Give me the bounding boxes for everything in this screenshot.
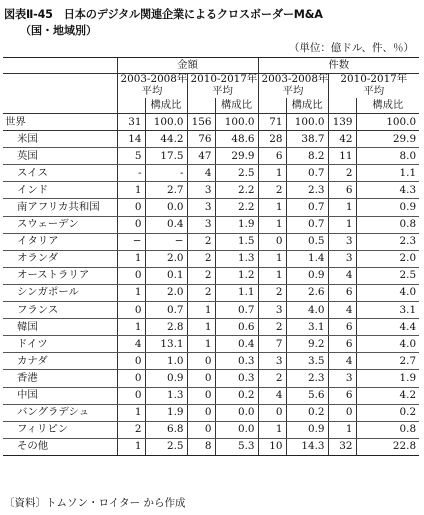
cell-c1: 1 (258, 199, 286, 216)
cell-c4: 0.8 (356, 421, 419, 438)
cell-a2: 2.8 (145, 319, 187, 336)
cell-c2: 3.1 (286, 319, 328, 336)
cell-c2: 0.7 (286, 199, 328, 216)
corner-cell-3 (3, 98, 117, 114)
cell-a3: 3 (187, 199, 215, 216)
cell-c4: 4.3 (356, 182, 419, 199)
cell-a3: 2 (187, 284, 215, 301)
avg-label: 平均 (282, 84, 304, 97)
table-row (3, 336, 419, 353)
cell-a1: 1 (117, 319, 145, 336)
cell-a2: 2.0 (145, 284, 187, 301)
table-row (3, 250, 419, 267)
cell-a1: 4 (117, 336, 145, 353)
cell-c1: 2 (258, 319, 286, 336)
cell-a4: 0.4 (215, 336, 258, 353)
ma-table (3, 57, 419, 456)
cell-a2: 0.4 (145, 216, 187, 233)
cell-c1: 0 (258, 233, 286, 250)
cell-a4: 0.0 (215, 421, 258, 438)
cell-a3: 1 (187, 302, 215, 319)
table-row (3, 319, 419, 336)
cell-a1: 1 (117, 404, 145, 421)
table-body (3, 114, 419, 456)
cell-a3: 2 (187, 233, 215, 250)
cell-a2: − (145, 233, 187, 250)
cell-c2: 3.5 (286, 353, 328, 370)
table-row (3, 114, 419, 131)
cell-a2: 0.7 (145, 302, 187, 319)
cell-a4: 1.9 (215, 216, 258, 233)
row-label: 香港 (3, 370, 117, 387)
cell-c2: 0.9 (286, 267, 328, 284)
cell-c2: 2.3 (286, 370, 328, 387)
row-label: フィリピン (3, 421, 117, 438)
cell-a3: 0 (187, 387, 215, 404)
cell-c3: 11 (328, 148, 356, 165)
cell-c2: 0.7 (286, 216, 328, 233)
table-row (3, 182, 419, 199)
cell-c1: 1 (258, 216, 286, 233)
cell-c1: 2 (258, 284, 286, 301)
cell-a3: 1 (187, 336, 215, 353)
cell-a2: 13.1 (145, 336, 187, 353)
cell-a1: 31 (117, 114, 145, 131)
table-row (3, 216, 419, 233)
avg-label: 平均 (141, 84, 163, 97)
row-label: ドイツ (3, 336, 117, 353)
cell-a2: 1.9 (145, 404, 187, 421)
cell-c1: 1 (258, 165, 286, 182)
cell-a2: 1.0 (145, 353, 187, 370)
cell-c3: 4 (328, 353, 356, 370)
cell-c4: 4.0 (356, 336, 419, 353)
table-row (3, 438, 419, 455)
row-label: シンガポール (3, 284, 117, 301)
unit-note: （単位：億ドル、件、％） (288, 42, 414, 54)
header-empty (258, 98, 286, 114)
cell-a3: 0 (187, 370, 215, 387)
cell-c3: 6 (328, 387, 356, 404)
cell-a2: 2.5 (145, 438, 187, 455)
cell-c2: 38.7 (286, 131, 328, 148)
cell-a2: 2.7 (145, 182, 187, 199)
header-share: 構成比 (215, 98, 258, 114)
cell-a2: 100.0 (145, 114, 187, 131)
cell-c1: 2 (258, 370, 286, 387)
period-label: 2010-2017年 (190, 73, 258, 85)
cell-a1: 5 (117, 148, 145, 165)
cell-c1: 28 (258, 131, 286, 148)
corner-cell (3, 58, 117, 74)
cell-c2: 0.7 (286, 165, 328, 182)
cell-c4: 2.3 (356, 233, 419, 250)
row-label: フランス (3, 302, 117, 319)
cell-a3: 8 (187, 438, 215, 455)
cell-c3: 6 (328, 182, 356, 199)
row-label: 英国 (3, 148, 117, 165)
table-row (3, 421, 419, 438)
cell-c4: 29.9 (356, 131, 419, 148)
cell-c2: 4.0 (286, 302, 328, 319)
header-empty (187, 98, 215, 114)
cell-a4: 48.6 (215, 131, 258, 148)
row-label: カナダ (3, 353, 117, 370)
cell-a1: 0 (117, 302, 145, 319)
cell-c1: 1 (258, 267, 286, 284)
cell-c1: 3 (258, 302, 286, 319)
header-amount-period2 (187, 74, 258, 99)
corner-cell-2 (3, 74, 117, 99)
cell-a1: 1 (117, 438, 145, 455)
cell-a4: 1.3 (215, 250, 258, 267)
cell-c3: 1 (328, 199, 356, 216)
cell-a1: 0 (117, 353, 145, 370)
row-label: 中国 (3, 387, 117, 404)
header-amount: 金額 (117, 58, 258, 74)
table-row (3, 165, 419, 182)
cell-a3: 2 (187, 250, 215, 267)
table-row (3, 404, 419, 421)
cell-c1: 3 (258, 353, 286, 370)
cell-c2: 14.3 (286, 438, 328, 455)
source-note: 〔資料〕トムソン・ロイター から作成 (4, 497, 186, 509)
cell-c4: 8.0 (356, 148, 419, 165)
avg-label: 平均 (212, 84, 233, 97)
cell-a2: 6.8 (145, 421, 187, 438)
cell-c3: 0 (328, 404, 356, 421)
cell-a3: 0 (187, 404, 215, 421)
cell-a1: − (117, 233, 145, 250)
cell-c3: 4 (328, 267, 356, 284)
cell-c1: 4 (258, 387, 286, 404)
table-row (3, 233, 419, 250)
figure-subtitle: （国・地域別） (20, 24, 97, 37)
header-share: 構成比 (356, 98, 419, 114)
cell-a2: 0.1 (145, 267, 187, 284)
header-empty (117, 98, 145, 114)
header-count-period1 (258, 74, 328, 99)
row-label: オランダ (3, 250, 117, 267)
row-label: 南アフリカ共和国 (3, 199, 117, 216)
cell-a1: 14 (117, 131, 145, 148)
row-label: 米国 (3, 131, 117, 148)
table-row (3, 148, 419, 165)
cell-c3: 2 (328, 165, 356, 182)
cell-c4: 100.0 (356, 114, 419, 131)
cell-a1: 1 (117, 250, 145, 267)
cell-c1: 1 (258, 421, 286, 438)
cell-c4: 1.9 (356, 370, 419, 387)
cell-c2: 8.2 (286, 148, 328, 165)
cell-a2: 0.9 (145, 370, 187, 387)
cell-a4: 0.6 (215, 319, 258, 336)
cell-a4: 0.2 (215, 387, 258, 404)
cell-a4: 5.3 (215, 438, 258, 455)
cell-a4: 1.2 (215, 267, 258, 284)
cell-c3: 1 (328, 216, 356, 233)
table-row (3, 370, 419, 387)
cell-a3: 3 (187, 216, 215, 233)
cell-c4: 2.5 (356, 267, 419, 284)
cell-c3: 1 (328, 421, 356, 438)
cell-a1: 0 (117, 199, 145, 216)
cell-a2: 2.0 (145, 250, 187, 267)
cell-a4: 2.2 (215, 199, 258, 216)
header-amount-period1 (117, 74, 187, 99)
cell-c1: 0 (258, 404, 286, 421)
header-count-period2 (328, 74, 419, 99)
cell-a4: 2.5 (215, 165, 258, 182)
header-share: 構成比 (145, 98, 187, 114)
cell-c4: 3.1 (356, 302, 419, 319)
cell-c1: 7 (258, 336, 286, 353)
cell-c3: 32 (328, 438, 356, 455)
cell-c2: 9.2 (286, 336, 328, 353)
cell-c3: 139 (328, 114, 356, 131)
cell-c2: 100.0 (286, 114, 328, 131)
row-label: イタリア (3, 233, 117, 250)
cell-c1: 1 (258, 250, 286, 267)
cell-c3: 4 (328, 302, 356, 319)
cell-c2: 2.6 (286, 284, 328, 301)
cell-a4: 1.5 (215, 233, 258, 250)
row-label: スイス (3, 165, 117, 182)
row-label: 韓国 (3, 319, 117, 336)
cell-a4: 0.3 (215, 353, 258, 370)
row-label: インド (3, 182, 117, 199)
cell-a2: 0.0 (145, 199, 187, 216)
cell-c2: 5.6 (286, 387, 328, 404)
header-empty (328, 98, 356, 114)
cell-c2: 1.4 (286, 250, 328, 267)
cell-a1: 1 (117, 182, 145, 199)
table-row (3, 199, 419, 216)
cell-c1: 10 (258, 438, 286, 455)
cell-a3: 2 (187, 267, 215, 284)
cell-c4: 4.2 (356, 387, 419, 404)
cell-c2: 2.3 (286, 182, 328, 199)
row-label: オーストラリア (3, 267, 117, 284)
period-label: 2010-2017年 (340, 73, 408, 85)
cell-a3: 47 (187, 148, 215, 165)
cell-a1: 0 (117, 267, 145, 284)
cell-a2: - (145, 165, 187, 182)
cell-a3: 4 (187, 165, 215, 182)
cell-a4: 29.9 (215, 148, 258, 165)
cell-a1: 0 (117, 370, 145, 387)
row-label: バングラデシュ (3, 404, 117, 421)
row-label: その他 (3, 438, 117, 455)
cell-c4: 0.8 (356, 216, 419, 233)
figure-title: 図表Ⅱ-45 日本のデジタル関連企業によるクロスボーダーM&A (4, 8, 323, 21)
cell-c2: 0.5 (286, 233, 328, 250)
cell-a1: - (117, 165, 145, 182)
cell-a3: 3 (187, 182, 215, 199)
cell-c3: 3 (328, 250, 356, 267)
header-share: 構成比 (286, 98, 328, 114)
cell-c4: 0.9 (356, 199, 419, 216)
table-row (3, 387, 419, 404)
row-label: 世界 (3, 114, 117, 131)
cell-c3: 6 (328, 284, 356, 301)
cell-a4: 100.0 (215, 114, 258, 131)
cell-a2: 17.5 (145, 148, 187, 165)
period-label: 2003-2008年 (120, 73, 188, 85)
cell-c2: 0.9 (286, 421, 328, 438)
cell-c4: 1.1 (356, 165, 419, 182)
cell-c1: 6 (258, 148, 286, 165)
table-row (3, 302, 419, 319)
cell-a2: 44.2 (145, 131, 187, 148)
cell-c3: 6 (328, 336, 356, 353)
cell-c4: 2.0 (356, 250, 419, 267)
table-row (3, 267, 419, 284)
cell-c4: 4.4 (356, 319, 419, 336)
cell-c1: 71 (258, 114, 286, 131)
cell-c4: 4.0 (356, 284, 419, 301)
period-label: 2003-2008年 (261, 73, 329, 85)
cell-a3: 156 (187, 114, 215, 131)
cell-a1: 1 (117, 284, 145, 301)
cell-a1: 2 (117, 421, 145, 438)
cell-a3: 0 (187, 353, 215, 370)
cell-c4: 2.7 (356, 353, 419, 370)
cell-c3: 3 (328, 370, 356, 387)
cell-c4: 0.2 (356, 404, 419, 421)
cell-a4: 0.3 (215, 370, 258, 387)
row-label: スウェーデン (3, 216, 117, 233)
cell-c2: 0.2 (286, 404, 328, 421)
header-count: 件数 (258, 58, 419, 74)
cell-c3: 42 (328, 131, 356, 148)
table-row (3, 131, 419, 148)
cell-a3: 76 (187, 131, 215, 148)
cell-a2: 1.3 (145, 387, 187, 404)
table-row (3, 284, 419, 301)
cell-a1: 0 (117, 216, 145, 233)
cell-a4: 2.2 (215, 182, 258, 199)
cell-c3: 6 (328, 319, 356, 336)
cell-a4: 0.7 (215, 302, 258, 319)
cell-a3: 1 (187, 319, 215, 336)
avg-label: 平均 (363, 84, 385, 97)
cell-c3: 3 (328, 233, 356, 250)
cell-a3: 0 (187, 421, 215, 438)
cell-a1: 0 (117, 387, 145, 404)
cell-a4: 0.0 (215, 404, 258, 421)
table-row (3, 353, 419, 370)
cell-a4: 1.1 (215, 284, 258, 301)
cell-c1: 2 (258, 182, 286, 199)
cell-c4: 22.8 (356, 438, 419, 455)
